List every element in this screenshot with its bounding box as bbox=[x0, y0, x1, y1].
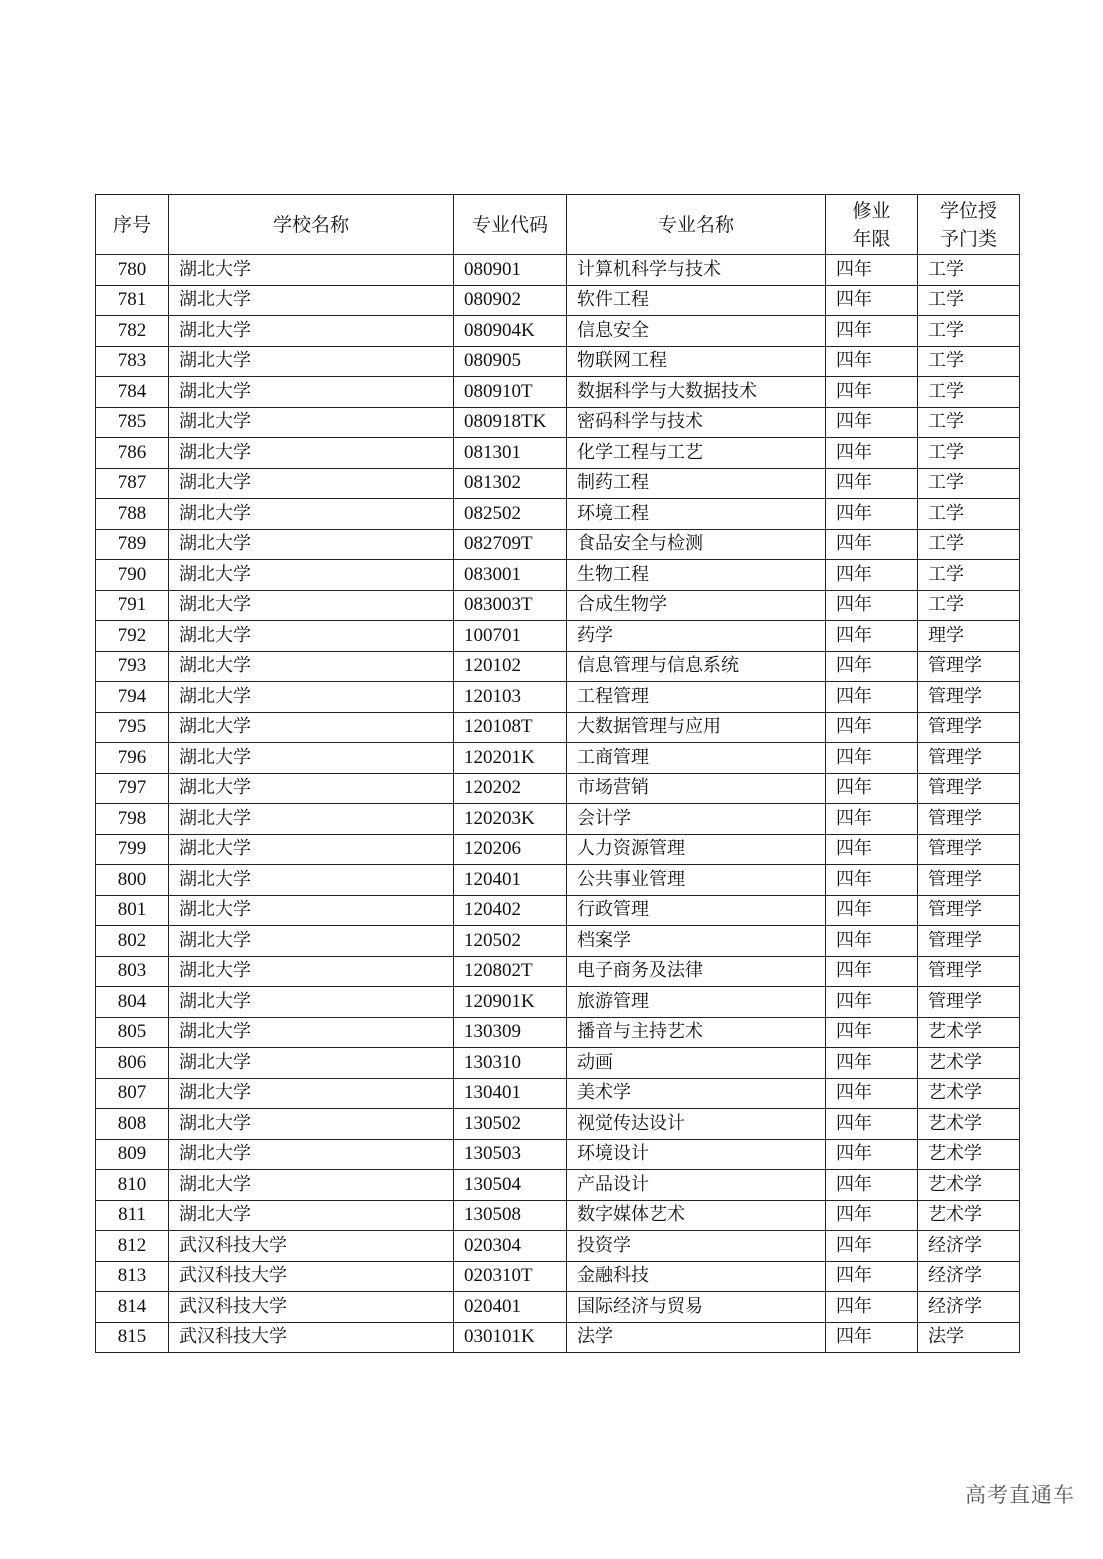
cell-years: 四年 bbox=[826, 377, 918, 408]
table-row bbox=[96, 346, 1020, 377]
cell-seq: 812 bbox=[96, 1231, 169, 1262]
cell-seq: 780 bbox=[96, 255, 169, 286]
cell-code: 120202 bbox=[454, 773, 567, 804]
cell-years: 四年 bbox=[826, 1109, 918, 1140]
cell-degree-category: 艺术学 bbox=[918, 1048, 1020, 1079]
header-degree-category bbox=[918, 195, 1020, 255]
cell-years: 四年 bbox=[826, 743, 918, 774]
cell-years: 四年 bbox=[826, 834, 918, 865]
cell-school: 湖北大学 bbox=[169, 377, 454, 408]
cell-years: 四年 bbox=[826, 651, 918, 682]
table-row bbox=[96, 682, 1020, 713]
cell-code: 100701 bbox=[454, 621, 567, 652]
table-row bbox=[96, 865, 1020, 896]
cell-school: 湖北大学 bbox=[169, 255, 454, 286]
cell-seq: 797 bbox=[96, 773, 169, 804]
cell-school: 湖北大学 bbox=[169, 865, 454, 896]
cell-degree-category: 管理学 bbox=[918, 682, 1020, 713]
header-seq: 序号 bbox=[96, 195, 169, 255]
cell-major: 计算机科学与技术 bbox=[567, 255, 826, 286]
table-row bbox=[96, 316, 1020, 347]
cell-code: 120502 bbox=[454, 926, 567, 957]
cell-code: 130310 bbox=[454, 1048, 567, 1079]
cell-seq: 791 bbox=[96, 590, 169, 621]
cell-school: 湖北大学 bbox=[169, 682, 454, 713]
cell-degree-category: 工学 bbox=[918, 499, 1020, 530]
table-row bbox=[96, 377, 1020, 408]
cell-school: 湖北大学 bbox=[169, 804, 454, 835]
cell-major: 金融科技 bbox=[567, 1261, 826, 1292]
header-years bbox=[826, 195, 918, 255]
cell-years: 四年 bbox=[826, 1292, 918, 1323]
cell-code: 120206 bbox=[454, 834, 567, 865]
table-row bbox=[96, 285, 1020, 316]
table-row bbox=[96, 1322, 1020, 1353]
cell-code: 080901 bbox=[454, 255, 567, 286]
cell-school: 湖北大学 bbox=[169, 1200, 454, 1231]
cell-degree-category: 经济学 bbox=[918, 1292, 1020, 1323]
cell-major: 工商管理 bbox=[567, 743, 826, 774]
cell-school: 湖北大学 bbox=[169, 316, 454, 347]
cell-code: 081301 bbox=[454, 438, 567, 469]
cell-school: 湖北大学 bbox=[169, 285, 454, 316]
cell-code: 080918TK bbox=[454, 407, 567, 438]
cell-seq: 807 bbox=[96, 1078, 169, 1109]
cell-seq: 811 bbox=[96, 1200, 169, 1231]
cell-degree-category: 艺术学 bbox=[918, 1109, 1020, 1140]
cell-school: 湖北大学 bbox=[169, 895, 454, 926]
cell-seq: 787 bbox=[96, 468, 169, 499]
cell-seq: 805 bbox=[96, 1017, 169, 1048]
cell-years: 四年 bbox=[826, 1078, 918, 1109]
cell-code: 020401 bbox=[454, 1292, 567, 1323]
cell-degree-category: 艺术学 bbox=[918, 1078, 1020, 1109]
cell-seq: 798 bbox=[96, 804, 169, 835]
cell-degree-category: 管理学 bbox=[918, 865, 1020, 896]
table-row bbox=[96, 255, 1020, 286]
cell-years: 四年 bbox=[826, 1170, 918, 1201]
cell-code: 080904K bbox=[454, 316, 567, 347]
cell-school: 湖北大学 bbox=[169, 773, 454, 804]
table-row bbox=[96, 926, 1020, 957]
cell-major: 市场营销 bbox=[567, 773, 826, 804]
cell-seq: 809 bbox=[96, 1139, 169, 1170]
cell-school: 湖北大学 bbox=[169, 468, 454, 499]
table-row bbox=[96, 468, 1020, 499]
majors-table-container bbox=[95, 194, 1019, 1353]
cell-seq: 782 bbox=[96, 316, 169, 347]
cell-seq: 790 bbox=[96, 560, 169, 591]
cell-degree-category: 工学 bbox=[918, 407, 1020, 438]
cell-degree-category: 管理学 bbox=[918, 651, 1020, 682]
cell-seq: 792 bbox=[96, 621, 169, 652]
cell-degree-category: 艺术学 bbox=[918, 1170, 1020, 1201]
cell-seq: 794 bbox=[96, 682, 169, 713]
cell-school: 湖北大学 bbox=[169, 1109, 454, 1140]
table-row bbox=[96, 743, 1020, 774]
cell-major: 信息安全 bbox=[567, 316, 826, 347]
cell-major: 制药工程 bbox=[567, 468, 826, 499]
cell-seq: 789 bbox=[96, 529, 169, 560]
header-school: 学校名称 bbox=[169, 195, 454, 255]
cell-degree-category: 艺术学 bbox=[918, 1200, 1020, 1231]
table-row bbox=[96, 1017, 1020, 1048]
cell-code: 083001 bbox=[454, 560, 567, 591]
cell-degree-category: 管理学 bbox=[918, 743, 1020, 774]
cell-years: 四年 bbox=[826, 682, 918, 713]
cell-seq: 801 bbox=[96, 895, 169, 926]
header-years-line1: 修业 bbox=[852, 199, 891, 222]
table-row bbox=[96, 499, 1020, 530]
cell-degree-category: 管理学 bbox=[918, 712, 1020, 743]
table-row bbox=[96, 1261, 1020, 1292]
cell-years: 四年 bbox=[826, 468, 918, 499]
table-row bbox=[96, 1200, 1020, 1231]
cell-major: 药学 bbox=[567, 621, 826, 652]
cell-years: 四年 bbox=[826, 865, 918, 896]
cell-code: 080902 bbox=[454, 285, 567, 316]
cell-years: 四年 bbox=[826, 255, 918, 286]
cell-school: 湖北大学 bbox=[169, 834, 454, 865]
cell-major: 档案学 bbox=[567, 926, 826, 957]
cell-years: 四年 bbox=[826, 1048, 918, 1079]
cell-code: 082709T bbox=[454, 529, 567, 560]
cell-major: 会计学 bbox=[567, 804, 826, 835]
watermark-text: 高考直通车 bbox=[965, 1483, 1075, 1507]
cell-major: 行政管理 bbox=[567, 895, 826, 926]
cell-years: 四年 bbox=[826, 1017, 918, 1048]
table-row bbox=[96, 407, 1020, 438]
cell-degree-category: 工学 bbox=[918, 346, 1020, 377]
cell-school: 湖北大学 bbox=[169, 621, 454, 652]
cell-major: 环境工程 bbox=[567, 499, 826, 530]
cell-years: 四年 bbox=[826, 804, 918, 835]
cell-school: 湖北大学 bbox=[169, 1139, 454, 1170]
cell-seq: 813 bbox=[96, 1261, 169, 1292]
cell-major: 动画 bbox=[567, 1048, 826, 1079]
cell-years: 四年 bbox=[826, 499, 918, 530]
cell-years: 四年 bbox=[826, 529, 918, 560]
cell-code: 020304 bbox=[454, 1231, 567, 1262]
table-row bbox=[96, 956, 1020, 987]
cell-major: 密码科学与技术 bbox=[567, 407, 826, 438]
cell-school: 武汉科技大学 bbox=[169, 1261, 454, 1292]
table-row bbox=[96, 834, 1020, 865]
table-row bbox=[96, 712, 1020, 743]
header-degree-category-line1: 学位授 bbox=[939, 199, 997, 222]
cell-degree-category: 工学 bbox=[918, 468, 1020, 499]
cell-major: 工程管理 bbox=[567, 682, 826, 713]
cell-school: 湖北大学 bbox=[169, 712, 454, 743]
cell-major: 人力资源管理 bbox=[567, 834, 826, 865]
cell-school: 湖北大学 bbox=[169, 956, 454, 987]
cell-code: 120901K bbox=[454, 987, 567, 1018]
cell-school: 武汉科技大学 bbox=[169, 1322, 454, 1353]
cell-seq: 781 bbox=[96, 285, 169, 316]
cell-seq: 793 bbox=[96, 651, 169, 682]
cell-years: 四年 bbox=[826, 1231, 918, 1262]
table-row bbox=[96, 1109, 1020, 1140]
cell-years: 四年 bbox=[826, 1261, 918, 1292]
cell-major: 物联网工程 bbox=[567, 346, 826, 377]
cell-seq: 810 bbox=[96, 1170, 169, 1201]
cell-major: 国际经济与贸易 bbox=[567, 1292, 826, 1323]
header-degree-category-line2: 予门类 bbox=[939, 227, 997, 250]
cell-seq: 815 bbox=[96, 1322, 169, 1353]
cell-code: 130504 bbox=[454, 1170, 567, 1201]
cell-degree-category: 艺术学 bbox=[918, 1017, 1020, 1048]
cell-years: 四年 bbox=[826, 1200, 918, 1231]
cell-years: 四年 bbox=[826, 926, 918, 957]
cell-code: 120108T bbox=[454, 712, 567, 743]
cell-major: 生物工程 bbox=[567, 560, 826, 591]
cell-years: 四年 bbox=[826, 956, 918, 987]
header-code: 专业代码 bbox=[454, 195, 567, 255]
cell-code: 082502 bbox=[454, 499, 567, 530]
cell-seq: 804 bbox=[96, 987, 169, 1018]
table-row bbox=[96, 438, 1020, 469]
majors-table bbox=[95, 194, 1020, 1353]
table-row bbox=[96, 895, 1020, 926]
cell-degree-category: 管理学 bbox=[918, 987, 1020, 1018]
cell-major: 旅游管理 bbox=[567, 987, 826, 1018]
table-row bbox=[96, 1139, 1020, 1170]
cell-seq: 806 bbox=[96, 1048, 169, 1079]
cell-years: 四年 bbox=[826, 346, 918, 377]
cell-degree-category: 管理学 bbox=[918, 804, 1020, 835]
cell-degree-category: 管理学 bbox=[918, 773, 1020, 804]
cell-major: 公共事业管理 bbox=[567, 865, 826, 896]
cell-years: 四年 bbox=[826, 773, 918, 804]
cell-major: 产品设计 bbox=[567, 1170, 826, 1201]
cell-school: 湖北大学 bbox=[169, 560, 454, 591]
cell-school: 湖北大学 bbox=[169, 651, 454, 682]
cell-school: 湖北大学 bbox=[169, 1048, 454, 1079]
cell-major: 美术学 bbox=[567, 1078, 826, 1109]
cell-years: 四年 bbox=[826, 1139, 918, 1170]
table-row bbox=[96, 987, 1020, 1018]
cell-school: 湖北大学 bbox=[169, 1078, 454, 1109]
cell-school: 湖北大学 bbox=[169, 529, 454, 560]
cell-degree-category: 管理学 bbox=[918, 834, 1020, 865]
cell-degree-category: 经济学 bbox=[918, 1261, 1020, 1292]
table-row bbox=[96, 560, 1020, 591]
cell-degree-category: 工学 bbox=[918, 529, 1020, 560]
cell-years: 四年 bbox=[826, 438, 918, 469]
cell-code: 130508 bbox=[454, 1200, 567, 1231]
cell-major: 投资学 bbox=[567, 1231, 826, 1262]
table-row bbox=[96, 621, 1020, 652]
cell-code: 080910T bbox=[454, 377, 567, 408]
cell-school: 湖北大学 bbox=[169, 1170, 454, 1201]
table-row bbox=[96, 1292, 1020, 1323]
table-body bbox=[96, 255, 1020, 1353]
cell-seq: 795 bbox=[96, 712, 169, 743]
cell-degree-category: 理学 bbox=[918, 621, 1020, 652]
cell-seq: 785 bbox=[96, 407, 169, 438]
cell-code: 083003T bbox=[454, 590, 567, 621]
cell-code: 120402 bbox=[454, 895, 567, 926]
cell-school: 湖北大学 bbox=[169, 926, 454, 957]
cell-degree-category: 管理学 bbox=[918, 956, 1020, 987]
cell-code: 080905 bbox=[454, 346, 567, 377]
table-row bbox=[96, 804, 1020, 835]
cell-seq: 788 bbox=[96, 499, 169, 530]
cell-major: 合成生物学 bbox=[567, 590, 826, 621]
cell-degree-category: 经济学 bbox=[918, 1231, 1020, 1262]
cell-degree-category: 工学 bbox=[918, 438, 1020, 469]
cell-degree-category: 工学 bbox=[918, 377, 1020, 408]
cell-school: 湖北大学 bbox=[169, 743, 454, 774]
cell-major: 视觉传达设计 bbox=[567, 1109, 826, 1140]
cell-years: 四年 bbox=[826, 621, 918, 652]
cell-code: 130502 bbox=[454, 1109, 567, 1140]
cell-major: 大数据管理与应用 bbox=[567, 712, 826, 743]
cell-years: 四年 bbox=[826, 560, 918, 591]
cell-school: 湖北大学 bbox=[169, 1017, 454, 1048]
cell-years: 四年 bbox=[826, 590, 918, 621]
cell-degree-category: 工学 bbox=[918, 285, 1020, 316]
cell-seq: 799 bbox=[96, 834, 169, 865]
cell-major: 数字媒体艺术 bbox=[567, 1200, 826, 1231]
cell-degree-category: 管理学 bbox=[918, 895, 1020, 926]
cell-code: 130309 bbox=[454, 1017, 567, 1048]
cell-degree-category: 艺术学 bbox=[918, 1139, 1020, 1170]
cell-seq: 802 bbox=[96, 926, 169, 957]
cell-years: 四年 bbox=[826, 407, 918, 438]
cell-code: 130401 bbox=[454, 1078, 567, 1109]
cell-code: 120802T bbox=[454, 956, 567, 987]
cell-major: 电子商务及法律 bbox=[567, 956, 826, 987]
table-row bbox=[96, 529, 1020, 560]
table-row bbox=[96, 1170, 1020, 1201]
cell-seq: 800 bbox=[96, 865, 169, 896]
cell-seq: 784 bbox=[96, 377, 169, 408]
cell-code: 120203K bbox=[454, 804, 567, 835]
cell-school: 湖北大学 bbox=[169, 499, 454, 530]
table-row bbox=[96, 651, 1020, 682]
cell-code: 120103 bbox=[454, 682, 567, 713]
header-row bbox=[96, 195, 1020, 255]
cell-major: 信息管理与信息系统 bbox=[567, 651, 826, 682]
cell-seq: 786 bbox=[96, 438, 169, 469]
cell-major: 数据科学与大数据技术 bbox=[567, 377, 826, 408]
cell-years: 四年 bbox=[826, 316, 918, 347]
cell-major: 食品安全与检测 bbox=[567, 529, 826, 560]
cell-school: 武汉科技大学 bbox=[169, 1292, 454, 1323]
cell-code: 081302 bbox=[454, 468, 567, 499]
cell-years: 四年 bbox=[826, 285, 918, 316]
table-row bbox=[96, 1231, 1020, 1262]
cell-degree-category: 工学 bbox=[918, 560, 1020, 591]
cell-major: 化学工程与工艺 bbox=[567, 438, 826, 469]
table-row bbox=[96, 590, 1020, 621]
cell-code: 120401 bbox=[454, 865, 567, 896]
cell-seq: 796 bbox=[96, 743, 169, 774]
cell-school: 湖北大学 bbox=[169, 590, 454, 621]
cell-seq: 814 bbox=[96, 1292, 169, 1323]
cell-code: 030101K bbox=[454, 1322, 567, 1353]
table-row bbox=[96, 1078, 1020, 1109]
cell-code: 130503 bbox=[454, 1139, 567, 1170]
cell-years: 四年 bbox=[826, 987, 918, 1018]
cell-years: 四年 bbox=[826, 1322, 918, 1353]
cell-school: 湖北大学 bbox=[169, 407, 454, 438]
cell-school: 湖北大学 bbox=[169, 987, 454, 1018]
cell-seq: 803 bbox=[96, 956, 169, 987]
table-header bbox=[96, 195, 1020, 255]
cell-code: 020310T bbox=[454, 1261, 567, 1292]
cell-years: 四年 bbox=[826, 895, 918, 926]
cell-degree-category: 工学 bbox=[918, 316, 1020, 347]
header-major: 专业名称 bbox=[567, 195, 826, 255]
cell-school: 湖北大学 bbox=[169, 346, 454, 377]
cell-seq: 808 bbox=[96, 1109, 169, 1140]
table-row bbox=[96, 773, 1020, 804]
cell-degree-category: 工学 bbox=[918, 255, 1020, 286]
cell-code: 120201K bbox=[454, 743, 567, 774]
cell-major: 法学 bbox=[567, 1322, 826, 1353]
cell-degree-category: 管理学 bbox=[918, 926, 1020, 957]
cell-years: 四年 bbox=[826, 712, 918, 743]
header-years-line2: 年限 bbox=[852, 227, 891, 250]
cell-seq: 783 bbox=[96, 346, 169, 377]
cell-code: 120102 bbox=[454, 651, 567, 682]
cell-school: 武汉科技大学 bbox=[169, 1231, 454, 1262]
cell-major: 软件工程 bbox=[567, 285, 826, 316]
cell-major: 环境设计 bbox=[567, 1139, 826, 1170]
cell-school: 湖北大学 bbox=[169, 438, 454, 469]
cell-degree-category: 工学 bbox=[918, 590, 1020, 621]
table-row bbox=[96, 1048, 1020, 1079]
cell-major: 播音与主持艺术 bbox=[567, 1017, 826, 1048]
cell-degree-category: 法学 bbox=[918, 1322, 1020, 1353]
